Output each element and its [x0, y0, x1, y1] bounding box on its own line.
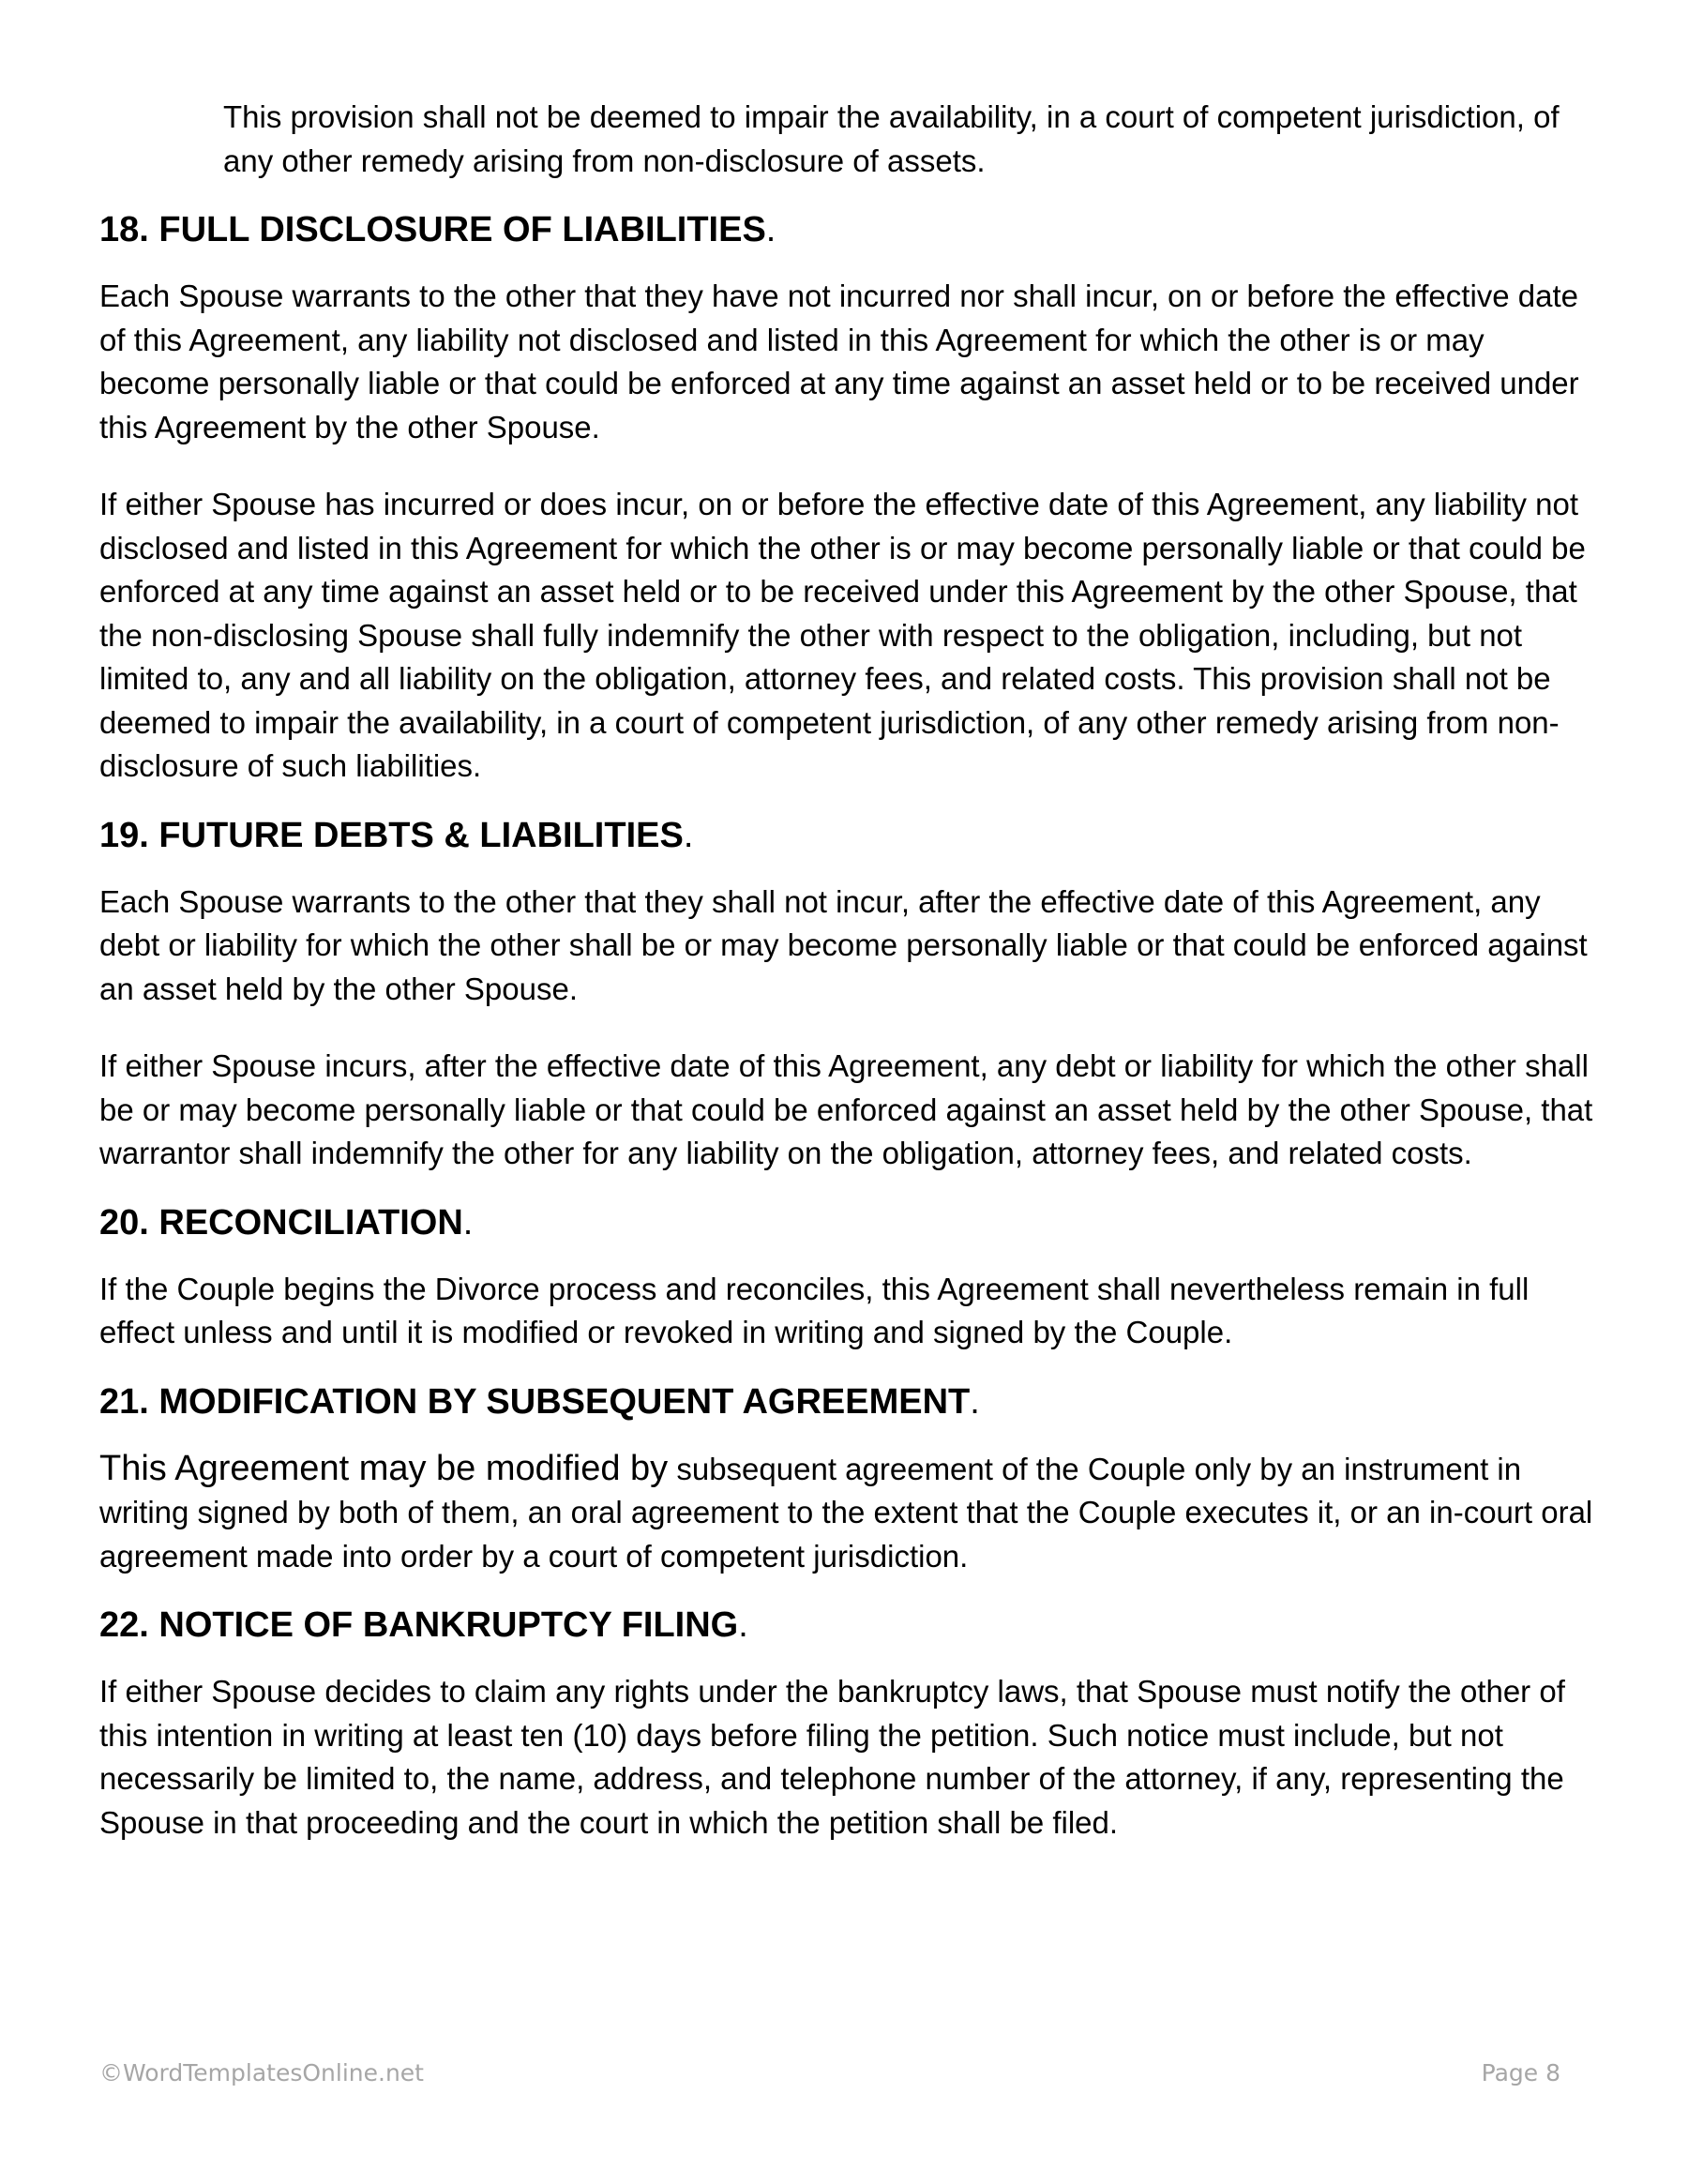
section-18-title: 18. FULL DISCLOSURE OF LIABILITIES [99, 210, 766, 249]
section-18-period: . [765, 210, 776, 249]
section-21-lead-text: This Agreement may be modified by [99, 1448, 669, 1488]
section-19-paragraph-1: Each Spouse warrants to the other that they shall not incur, after the effective date of this Agreement, any debt or liability for which the other shall be or may become personally liable or that could be enforced against an asset held by the other Spouse. [99, 883, 1588, 1006]
section-19-paragraph-2: If either Spouse incurs, after the effective date of this Agreement, any debt or liability for which the other shall be or may become personally liable or that could be enforced against an asset held by the other Spouse, that warrantor shall indemnify the other for any liability on the obligation, attorney fees, and related costs. [99, 1048, 1593, 1170]
section-20-heading [99, 1198, 1600, 1247]
section-19-period: . [683, 815, 694, 855]
section-21-period: . [970, 1381, 980, 1422]
section-21-title: 21. MODIFICATION BY SUBSEQUENT AGREEMENT [99, 1381, 971, 1422]
section-18-paragraph-2: If either Spouse has incurred or does incur, on or before the effective date of this Agreement, any liability not disclosed and listed in this Agreement for which the other is or may become personally liable or that could be enforced at any time against an asset held or to be received under this Agreement by the other Spouse, that the non-disclosing Spouse shall fully indemnify the other with respect to the obligation, including, but not limited to, any and all liability on the obligation, attorney fees, and related costs. This provision shall not be deemed to impair the availability, in a court of competent jurisdiction, of any other remedy arising from non-disclosure of such liabilities. [99, 487, 1586, 783]
section-21-heading [99, 1378, 1600, 1426]
section-22-title: 22. NOTICE OF BANKRUPTCY FILING [99, 1605, 739, 1645]
document-body [99, 96, 1600, 1845]
section-22-heading [99, 1601, 1600, 1649]
section-20-paragraph-1: If the Couple begins the Divorce process and reconciles, this Agreement shall nevertheless remain in full effect unless and until it is modified or revoked in writing and signed by the Couple. [99, 1271, 1530, 1349]
section-22-paragraph-1: If either Spouse decides to claim any rights under the bankruptcy laws, that Spouse must notify the other of this intention in writing at least ten (10) days before filing the petition. Such notice must include, but not necessarily be limited to, the name, address, and telephone number of the attorney, if any, representing the Spouse in that proceeding and the court in which the petition shall be filed. [99, 1674, 1565, 1840]
section-19-heading [99, 811, 1600, 860]
section-21-paragraph-1 [99, 1447, 1600, 1579]
section-20-period: . [462, 1202, 474, 1243]
section-20-title: 20. RECONCILIATION [99, 1202, 463, 1243]
footer-page-number: Page 8 [1481, 2059, 1560, 2086]
section-21-rest-text: subsequent agreement of the Couple only by an instrument in writing signed by both of them, an oral agreement to the extent that the Couple executes it, or an in-court oral agreement made into order by a court of competent jurisdiction. [99, 1451, 1593, 1574]
section-18-paragraph-1: Each Spouse warrants to the other that they have not incurred nor shall incur, on or before the effective date of this Agreement, any liability not disclosed and listed in this Agreement for which the other is or may become personally liable or that could be enforced at any time against an asset held or to be received under this Agreement by the other Spouse. [99, 279, 1579, 444]
section-18-heading [99, 205, 1600, 254]
section-19-title: 19. FUTURE DEBTS & LIABILITIES [99, 815, 684, 855]
footer-copyright: ©WordTemplatesOnline.net [99, 2059, 424, 2086]
section-22-period: . [738, 1605, 748, 1645]
intro-paragraph: This provision shall not be deemed to impair the availability, in a court of competent jurisdiction, of any other remedy arising from non-disclosure of assets. [223, 99, 1560, 178]
